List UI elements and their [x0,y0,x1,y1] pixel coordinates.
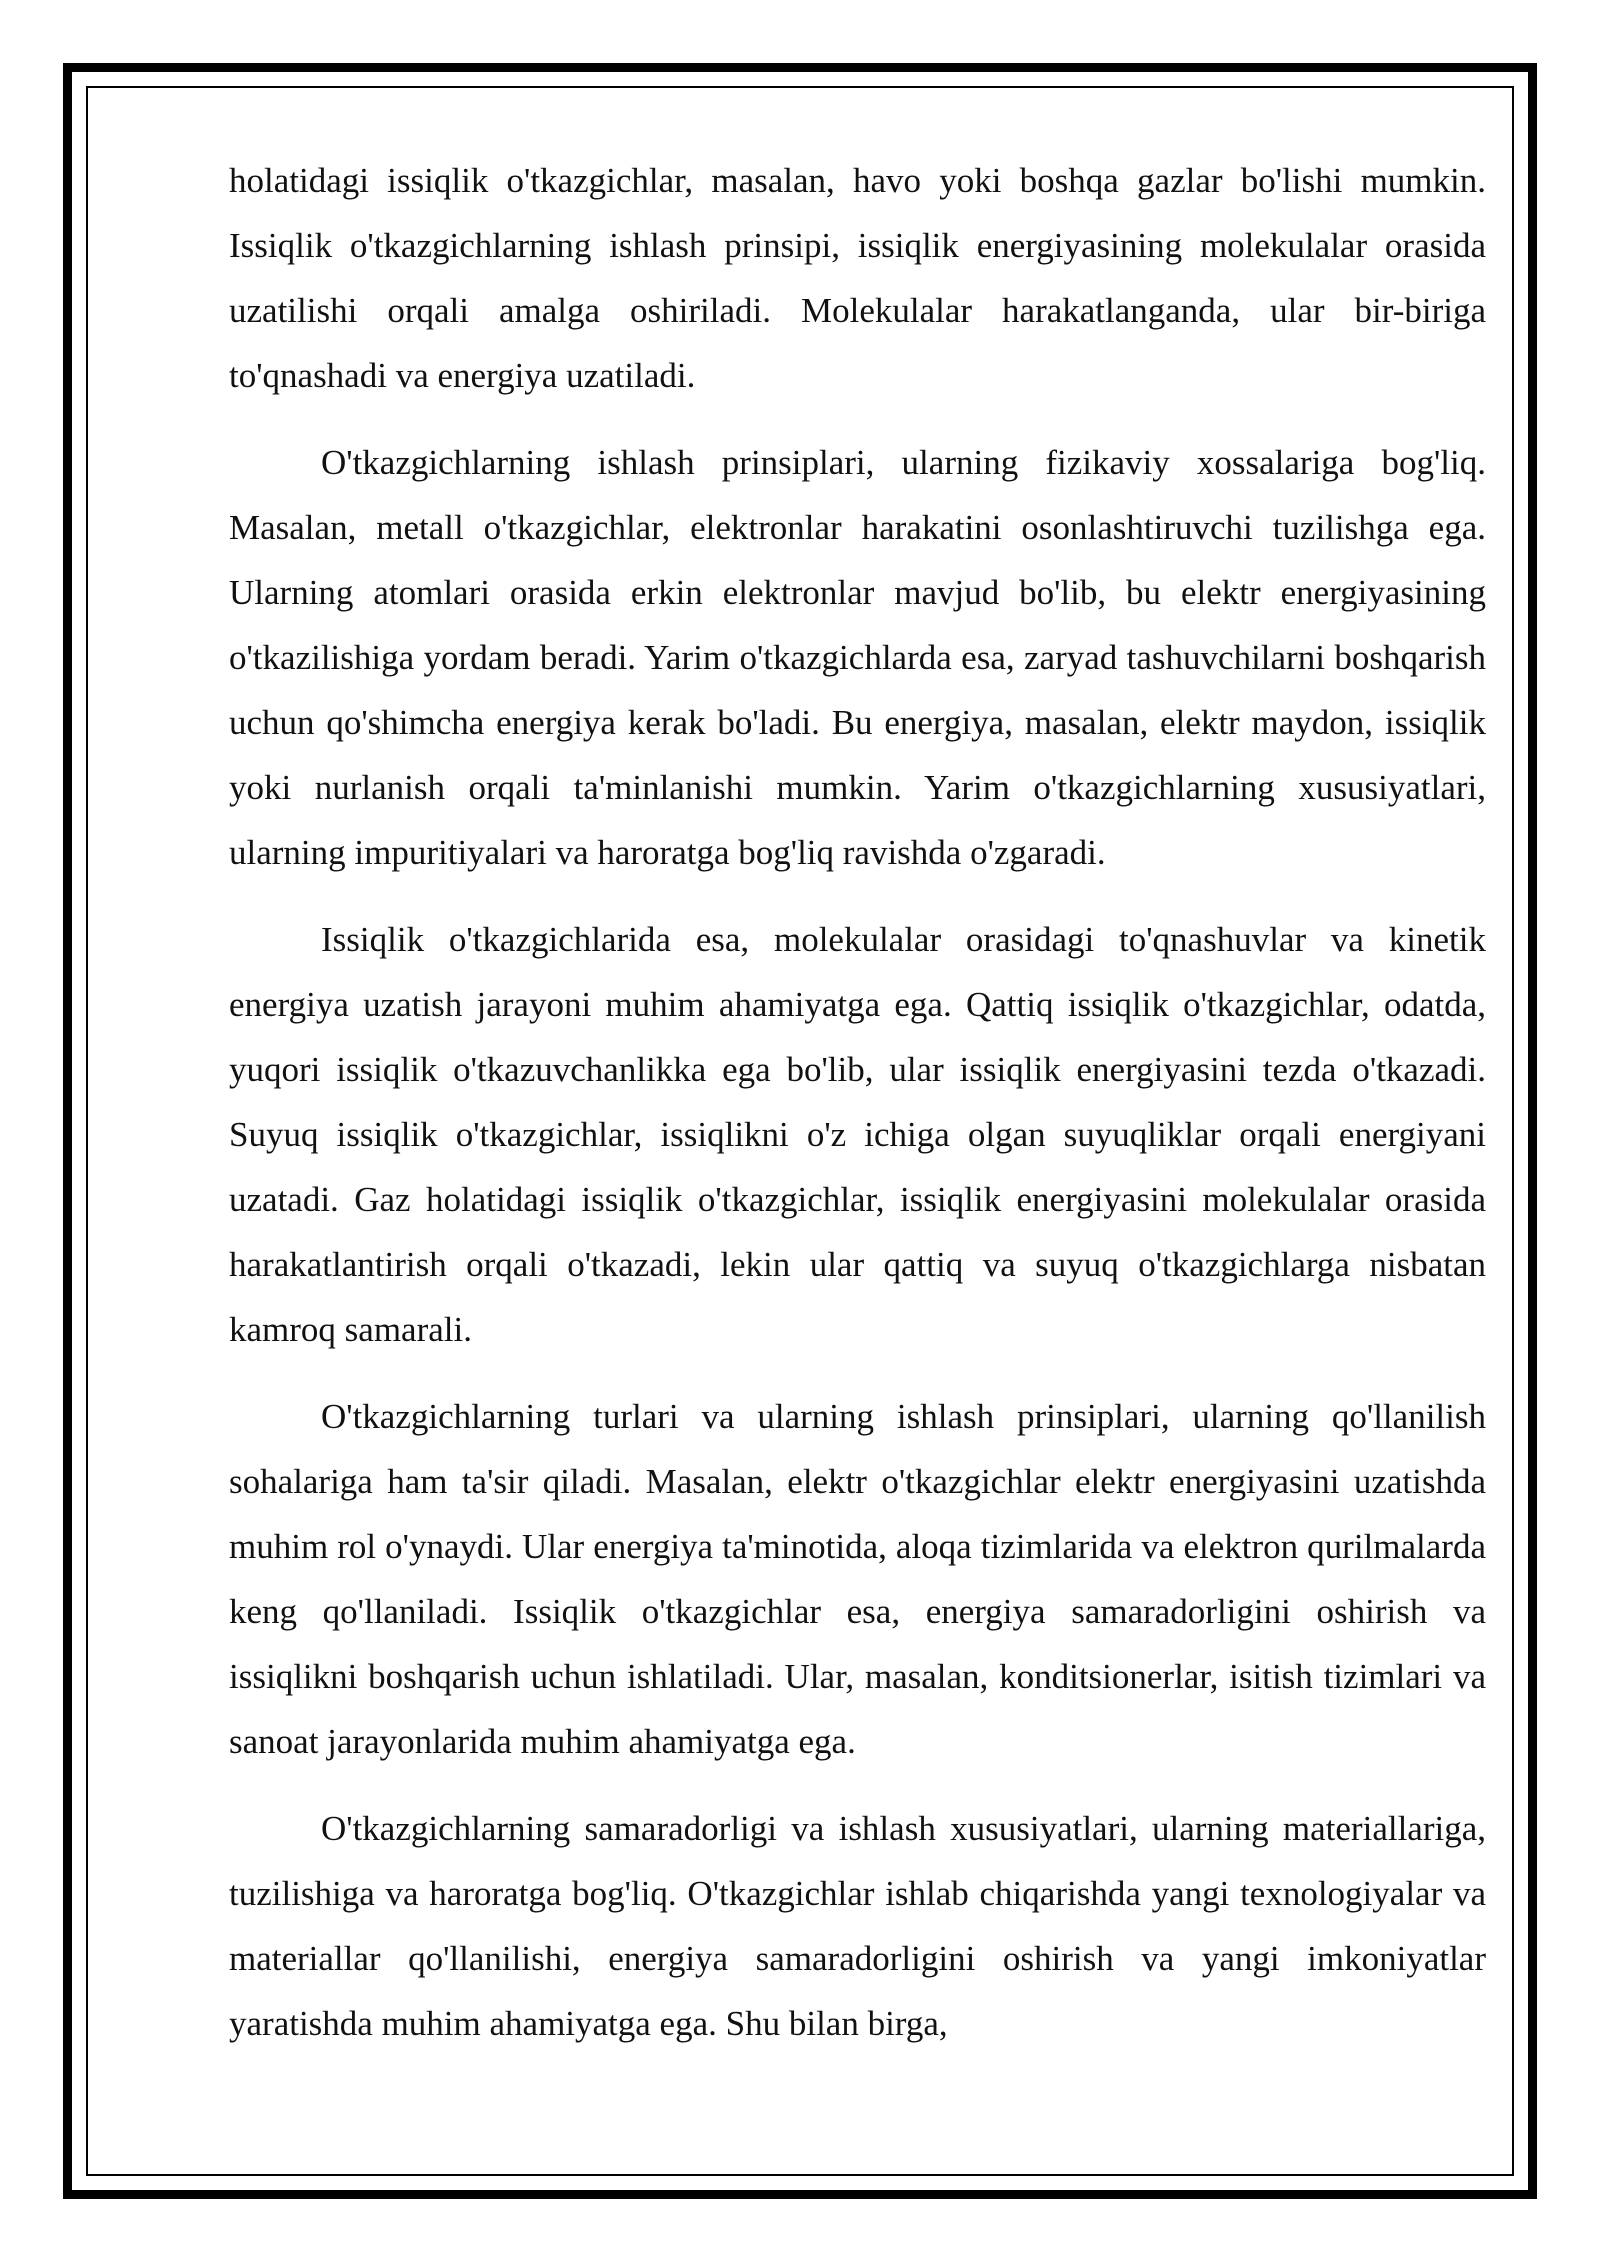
paragraph-1: holatidagi issiqlik o'tkazgichlar, masalan, havo yoki boshqa gazlar bo'lishi mumkin. Issiqlik o'tkazgichlarning ishlash prinsipi, issiqlik energiyasining molekulalar orasida uzatilishi orqali amalga oshiriladi. Molekulalar harakatlanganda, ular bir-biriga to'qnashadi va energiya uzatiladi. [229,161,1486,395]
paragraph-4: O'tkazgichlarning turlari va ularning ishlash prinsiplari, ularning qo'llanilish sohalariga ham ta'sir qiladi. Masalan, elektr o'tkazgichlar elektr energiyasini uzatishda muhim rol o'ynaydi. Ular energiya ta'minotida, aloqa tizimlarida va elektron qurilmalarda keng qo'llaniladi. Issiqlik o'tkazgichlar esa, energiya samaradorligini oshirish va issiqlikni boshqarish uchun ishlatiladi. Ular, masalan, konditsionerlar, isitish tizimlari va sanoat jarayonlarida muhim ahamiyatga ega. [229,1397,1486,1761]
paragraph-2: O'tkazgichlarning ishlash prinsiplari, ularning fizikaviy xossalariga bog'liq. Masalan, metall o'tkazgichlar, elektronlar harakatini osonlashtiruvchi tuzilishga ega. Ularning atomlari orasida erkin elektronlar mavjud bo'lib, bu elektr energiyasining o'tkazilishiga yordam beradi. Yarim o'tkazgichlarda esa, zaryad tashuvchilarni boshqarish uchun qo'shimcha energiya kerak bo'ladi. Bu energiya, masalan, elektr maydon, issiqlik yoki nurlanish orqali ta'minlanishi mumkin. Yarim o'tkazgichlarning xususiyatlari, ularning impuritiyalari va haroratga bog'liq ravishda o'zgaradi. [229,443,1486,872]
paragraph-3: Issiqlik o'tkazgichlarida esa, molekulalar orasidagi to'qnashuvlar va kinetik energiya uzatish jarayoni muhim ahamiyatga ega. Qattiq issiqlik o'tkazgichlar, odatda, yuqori issiqlik o'tkazuvchanlikka ega bo'lib, ular issiqlik energiyasini tezda o'tkazadi. Suyuq issiqlik o'tkazgichlar, issiqlikni o'z ichiga olgan suyuqliklar orqali energiyani uzatadi. Gaz holatidagi issiqlik o'tkazgichlar, issiqlik energiyasini molekulalar orasida harakatlantirish orqali o'tkazadi, lekin ular qattiq va suyuq o'tkazgichlarga nisbatan kamroq samarali. [229,920,1486,1349]
paragraph-5: O'tkazgichlarning samaradorligi va ishlash xususiyatlari, ularning materiallariga, tuzilishiga va haroratga bog'liq. O'tkazgichlar ishlab chiqarishda yangi texnologiyalar va materiallar qo'llanilishi, energiya samaradorligini oshirish va yangi imkoniyatlar yaratishda muhim ahamiyatga ega. Shu bilan birga, [229,1809,1486,2043]
document-body [229,148,1486,2056]
